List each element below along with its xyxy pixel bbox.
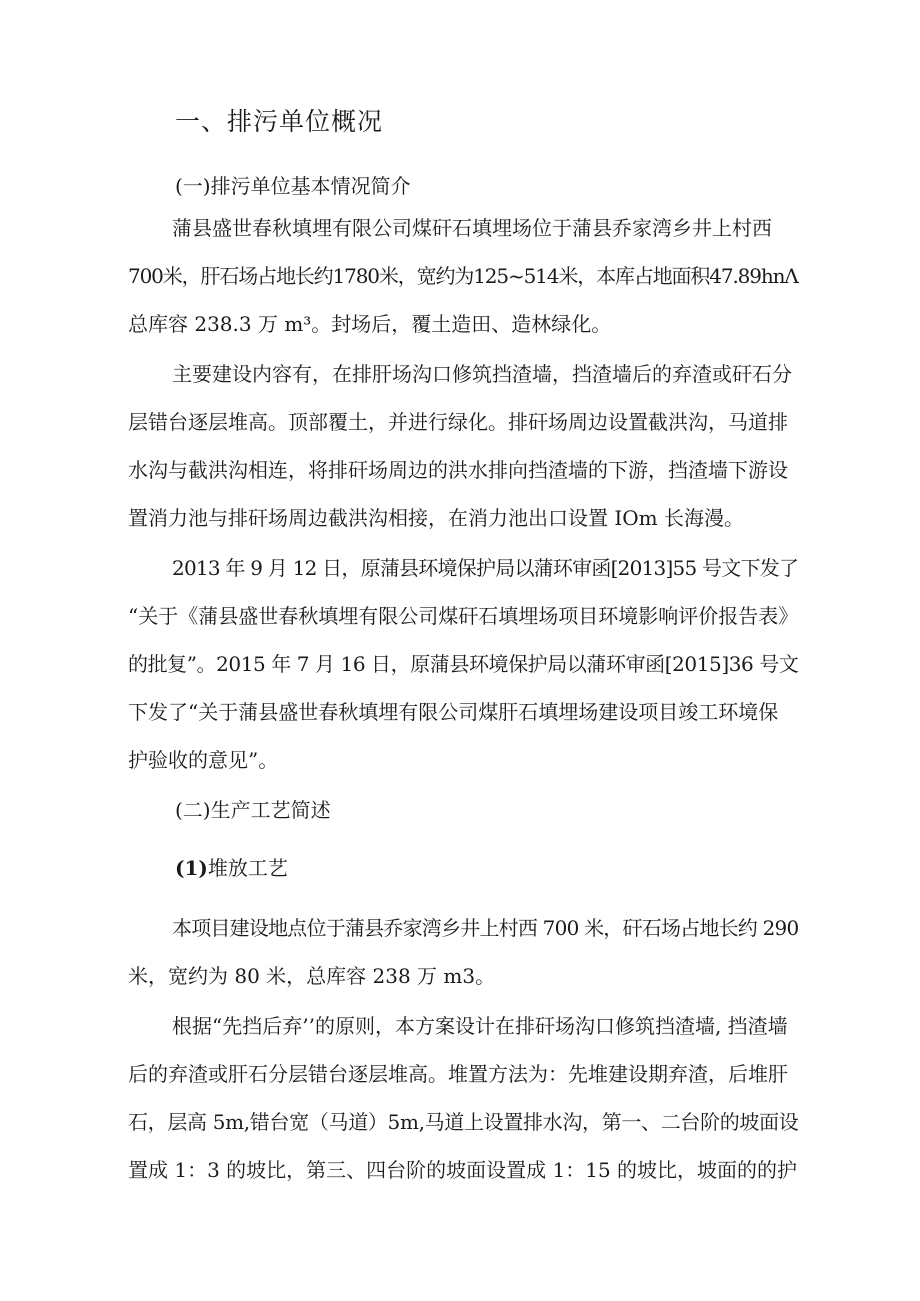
paragraph-5 [128,1002,798,1194]
section-heading: 一、排污单位概况 [175,107,384,136]
text-line: 的批复”。2015 年 7 月 16 日，原蒲县环境保护局以蒲环审函[2015]36 号文 [128,652,799,676]
paragraph-4 [128,904,798,1000]
text-line: 蒲县盛世春秋填埋有限公司煤矸石填埋场位于蒲县乔家湾乡井上村西 [172,216,772,240]
subsection-title-1: (一)排污单位基本情况简介 [175,174,411,198]
text-line: 水沟与截洪沟相连，将排矸场周边的洪水排向挡渣墙的下游，挡渣墙下游设 [128,458,788,482]
text-line: 2013 年 9 月 12 日，原蒲县环境保护局以蒲环审函[2013]55 号文下发了 [172,556,799,580]
text-line: 置成 1：3 的坡比，第三、四台阶的坡面设置成 1：15 的坡比，坡面的的护 [128,1158,798,1182]
text-line: 层错台逐层堆高。顶部覆土，并进行绿化。排矸场周边设置截洪沟，马道排 [128,410,788,434]
text-line: 置消力池与排矸场周边截洪沟相接，在消力池出口设置 IOm 长海漫。 [128,506,744,530]
paragraph-2 [128,350,798,542]
subsubsection-number: (1) [175,856,208,880]
text-line: 根据“先挡后弃’’的原则，本方案设计在排矸场沟口修筑挡渣墙, 挡渣墙 [172,1014,788,1038]
text-line: “关于《蒲县盛世春秋填埋有限公司煤矸石填埋场项目环境影响评价报告表》 [128,604,799,628]
subsubsection-text: 堆放工艺 [207,856,288,880]
text-line: 后的弃渣或肝石分层错台逐层堆高。堆置方法为：先堆建设期弃渣，后堆肝 [128,1062,788,1086]
text-line: 护验收的意见”。 [128,748,279,772]
paragraph-1 [128,204,798,348]
text-line: 下发了“关于蒲县盛世春秋填埋有限公司煤肝石填埋场建设项目竣工环境保 [128,700,779,724]
subsection-title-2: (二)生产工艺简述 [175,798,331,822]
paragraph-3 [128,544,798,784]
text-line: 本项目建设地点位于蒲县乔家湾乡井上村西 700 米，矸石场占地长约 290 [172,916,799,940]
text-line: 700米，肝石场占地长约1780米，宽约为125~514米，本库占地面积47.89hnΛ [128,264,798,288]
text-line: 米，宽约为 80 米，总库容 238 万 m3。 [128,964,496,988]
text-line: 主要建设内容有，在排肝场沟口修筑挡渣墙，挡渣墙后的弃渣或矸石分 [172,362,792,386]
text-line: 总库容 238.3 万 m³。封场后，覆土造田、造林绿化。 [128,312,612,336]
subsubsection-title [175,852,288,881]
text-line: 石，层高 5m,错台宽（马道）5m,马道上设置排水沟，第一、二台阶的坡面设 [128,1110,799,1134]
